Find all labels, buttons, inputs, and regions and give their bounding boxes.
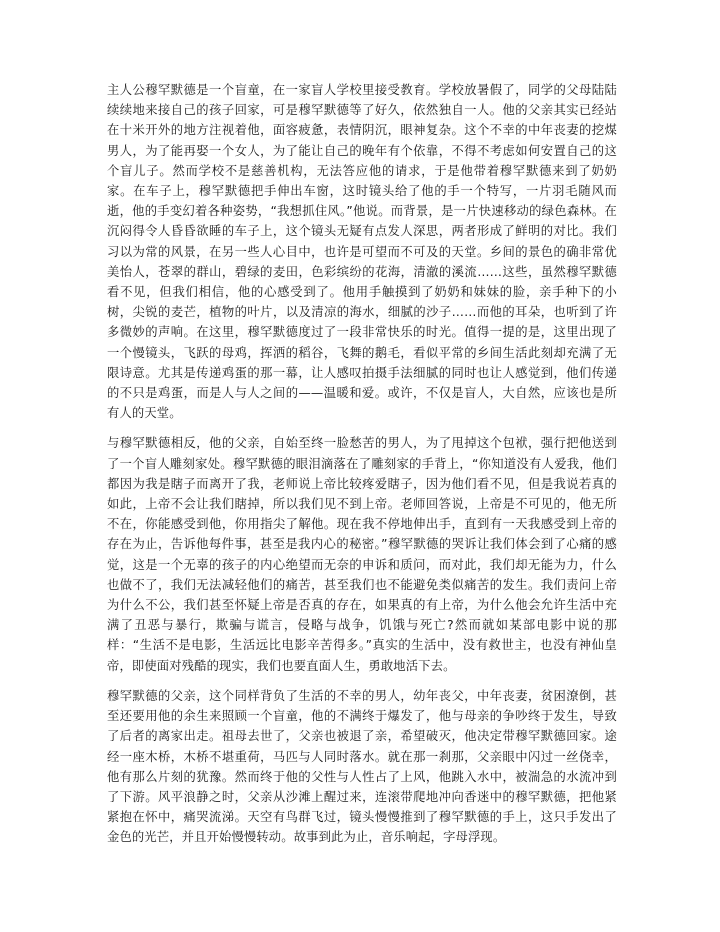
paragraph-1: 主人公穆罕默德是一个盲童，在一家盲人学校里接受教育。学校放暑假了，同学的父母陆陆续续地来接自己的孩子回家，可是穆罕默德等了好久，依然独自一人。他的父亲其实已经站在十米开外的地方注视着他，面容疲惫，表情阴沉，眼神复杂。这个不幸的中年丧妻的挖煤男人，为了能再娶一个女人，为了能让自己的晚年有个依靠，不得不考虑如何安置自己的这个盲儿子。然而学校不是慈善机构，无法答应他的请求，于是他带着穆罕默德来到了奶奶家。在车子上，穆罕默德把手伸出车窗，这时镜头给了他的手一个特写，一片羽毛随风而逝，他的手变幻着各种姿势，“我想抓住风。”他说。而背景，是一片快速移动的绿色森林。在沉闷得令人昏昏欲睡的车子上，这个镜头无疑有点发人深思，两者形成了鲜明的对比。我们习以为常的风景，在另一些人心目中，也许是可望而不可及的天堂。乡间的景色的确非常优美怡人，苍翠的群山，碧绿的麦田，色彩缤纷的花海，清澈的溪流……这些，虽然穆罕默德看不见，但我们相信，他的心感受到了。他用手触摸到了奶奶和妹妹的脸，亲手种下的小树，尖锐的麦芒，植物的叶片，以及清凉的海水，细腻的沙子……而他的耳朵，也听到了许多微妙的声响。在这里，穆罕默德度过了一段非常快乐的时光。值得一提的是，这里出现了一个慢镜头，飞跃的母鸡，挥洒的稻谷，飞舞的鹅毛，看似平常的乡间生活此刻却充满了无限诗意。尤其是传递鸡蛋的那一幕，让人感叹拍摄手法细腻的同时也让人感觉到，他们传递的不只是鸡蛋，而是人与人之间的——温暖和爱。或许，不仅是盲人，大自然，应该也是所有人的天堂。 [107,83,617,421]
paragraph-3: 穆罕默德的父亲，这个同样背负了生活的不幸的男人，幼年丧父，中年丧妻，贫困潦倒，甚至还要用他的余生来照顾一个盲童，他的不满终于爆发了，他与母亲的争吵终于发生，导致了后者的离家出走。祖母去世了，父亲也被退了亲，希望破灭，他决定带穆罕默德回家。途经一座木桥，木桥不堪重荷，马匹与人同时落水。就在那一刹那，父亲眼中闪过一丝侥幸，他有那么片刻的犹豫。然而终于他的父性与人性占了上风，他跳入水中，被湍急的水流冲到了下游。风平浪静之时，父亲从沙滩上醒过来，连滚带爬地冲向香迷中的穆罕默德，把他紧紧抱在怀中，痛哭流涕。天空有鸟群飞过，镜头慢慢推到了穆罕默德的手上，这只手发出了金色的光芒，并且开始慢慢转动。故事到此为止，音乐响起，字母浮现。 [107,688,617,845]
paragraph-2: 与穆罕默德相反，他的父亲，自始至终一脸愁苦的男人，为了甩掉这个包袱，强行把他送到了一个盲人雕刻家处。穆罕默德的眼泪滴落在了雕刻家的手背上，“你知道没有人爱我，他们都因为我是瞎子而离开了我，老师说上帝比较疼爱瞎子，因为他们看不见，但是我说若真的如此，上帝不会让我们瞎掉，所以我们见不到上帝。老师回答说，上帝是不可见的，他无所不在，你能感受到他，你用指尖了解他。现在我不停地伸出手，直到有一天我感受到上帝的存在为止，告诉他每件事，甚至是我内心的秘密。”穆罕默德的哭诉让我们体会到了心痛的感觉，这是一个无辜的孩子的内心绝望而无奈的申诉和质问，而对此，我们却无能为力，什么也做不了，我们无法减轻他们的痛苦，甚至我们也不能避免类似痛苦的发生。我们责问上帝为什么不公，我们甚至怀疑上帝是否真的存在，如果真的有上帝，为什么他会允许生活中充满了丑恶与暴行，欺骗与谎言，侵略与战争，饥饿与死亡?然而就如某部电影中说的那样：“生活不是电影，生活远比电影辛苦得多。”真实的生活中，没有救世主，也没有神仙皇帝，即使面对残酷的现实，我们也要直面人生，勇敢地活下去。 [107,436,617,673]
document-body [107,80,617,848]
